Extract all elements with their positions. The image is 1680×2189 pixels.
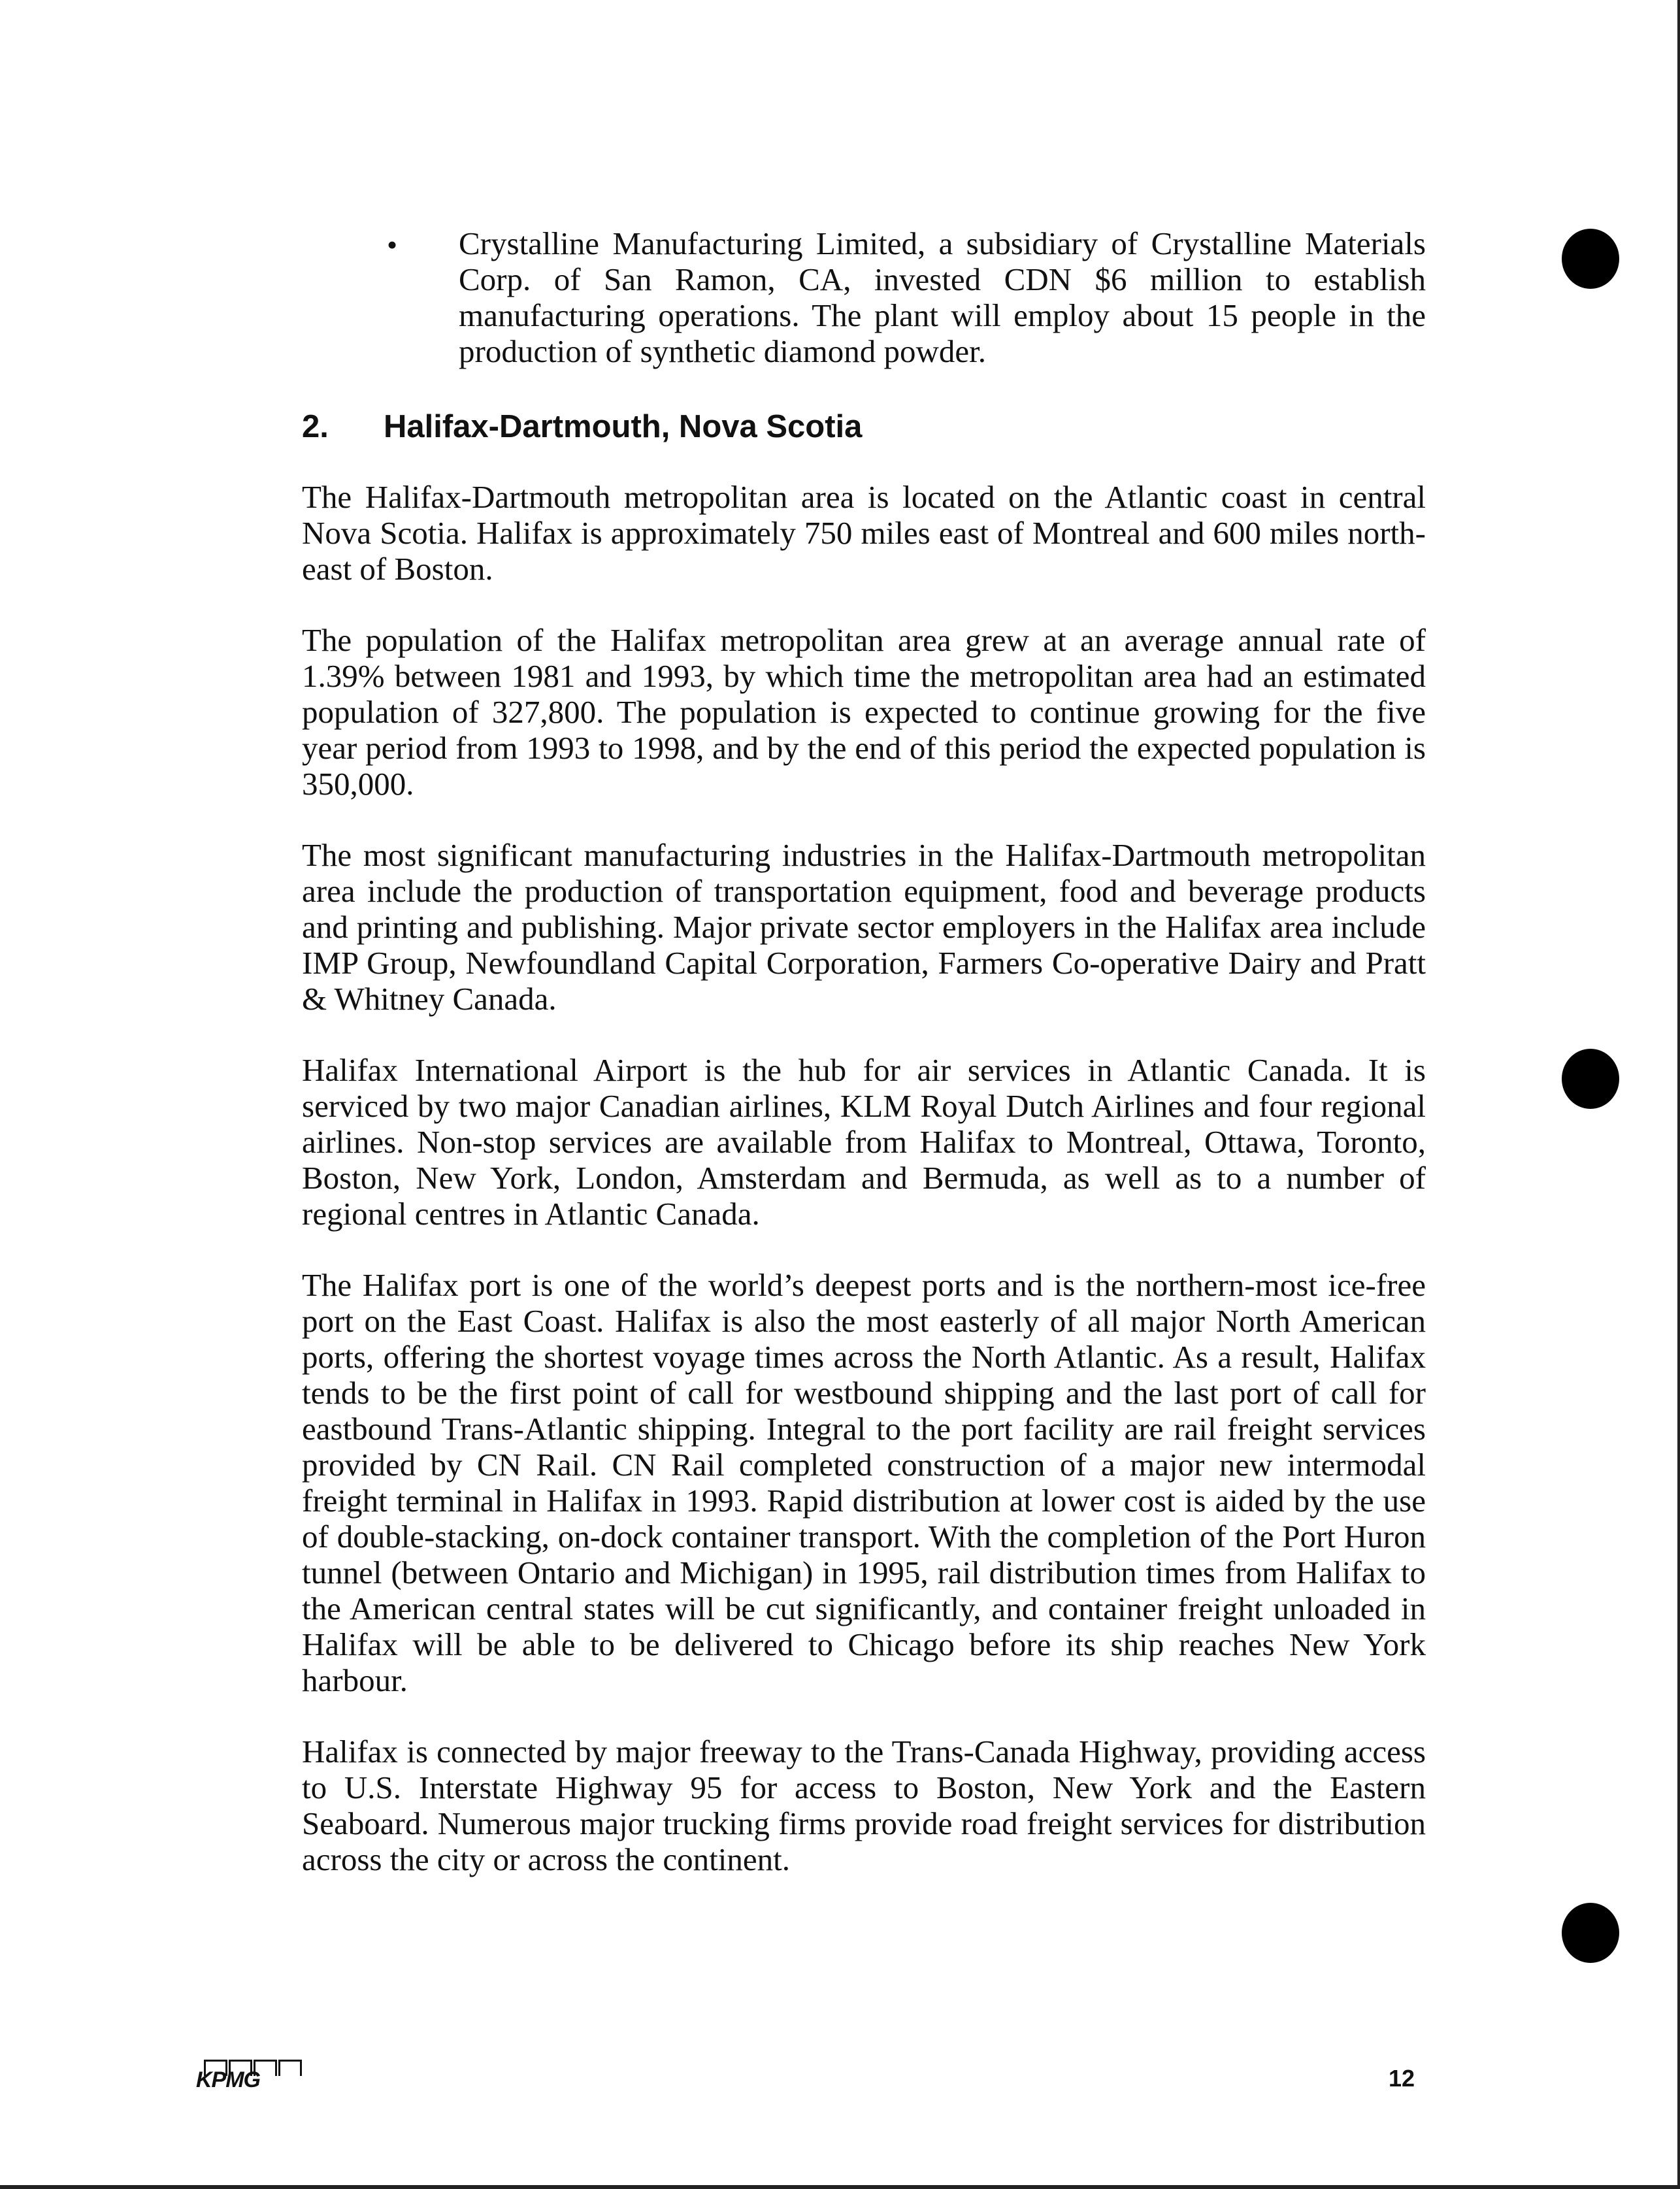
- page-edge: [1677, 0, 1680, 2189]
- paragraph: The Halifax port is one of the world’s deepest ports and is the northern-most ice-free port on the East Coast. Halifax is also the most easterly of all major North American ports, offering the shortest voyage times across the North Atlantic. As a result, Halifax tends to be the first point of call for westbound shipping and the last port of call for eastbound Trans-Atlantic shipping. Integral to the port facility are rail freight services provided by CN Rail. CN Rail completed construction of a major new intermodal freight terminal in Halifax in 1993. Rapid distribution at lower cost is aided by the use of double-stacking, on-dock container transport. With the completion of the Port Huron tunnel (between Ontario and Michigan) in 1995, rail distribution times from Halifax to the American central states will be cut significantly, and container freight unloaded in Halifax will be able to be delivered to Chicago before its ship reaches New York harbour.: [302, 1267, 1426, 1698]
- paragraph: Halifax International Airport is the hub for air services in Atlantic Canada. It is serviced by two major Canadian airlines, KLM Royal Dutch Airlines and four regional airlines. Non-stop services are available from Halifax to Montreal, Ottawa, Toronto, Boston, New York, London, Amsterdam and Bermuda, as well as to a number of regional centres in Atlantic Canada.: [302, 1052, 1426, 1232]
- section-title: Halifax-Dartmouth, Nova Scotia: [384, 409, 863, 444]
- punch-hole: [1562, 229, 1619, 289]
- logo-text: KPMG: [196, 2067, 260, 2092]
- document-body: [302, 225, 1426, 1913]
- bullet-text: Crystalline Manufacturing Limited, a subsidiary of Crystalline Materials Corp. of San Ramon, CA, invested CDN $6 million to establish manufacturing operations. The plant will employ about 15 people in the production of synthetic diamond powder.: [459, 225, 1426, 369]
- paragraph: The population of the Halifax metropolitan area grew at an average annual rate of 1.39% between 1981 and 1993, by which time the metropolitan area had an estimated population of 327,800. The population is expected to continue growing for the five year period from 1993 to 1998, and by the end of this period the expected population is 350,000.: [302, 622, 1426, 802]
- kpmg-logo: [196, 2060, 294, 2092]
- punch-hole: [1562, 1049, 1619, 1109]
- paragraph: The Halifax-Dartmouth metropolitan area is located on the Atlantic coast in central Nova Scotia. Halifax is approximately 750 miles east of Montreal and 600 miles north-east of Boston.: [302, 479, 1426, 587]
- paragraph: The most significant manufacturing industries in the Halifax-Dartmouth metropolitan area include the production of transportation equipment, food and beverage products and printing and publishing. Major private sector employers in the Halifax area include IMP Group, Newfoundland Capital Corporation, Farmers Co-operative Dairy and Pratt & Whitney Canada.: [302, 837, 1426, 1017]
- page-edge: [0, 2185, 1680, 2189]
- paragraph: Halifax is connected by major freeway to the Trans-Canada Highway, providing access to U.S. Interstate Highway 95 for access to Boston, New York and the Eastern Seaboard. Numerous major trucking firms provide road freight services for distribution across the city or across the continent.: [302, 1734, 1426, 1877]
- bullet-icon: •: [387, 228, 398, 261]
- bullet-item: [302, 225, 1426, 369]
- section-number: 2.: [302, 409, 329, 444]
- page-number: 12: [1389, 2065, 1415, 2092]
- section-heading: [302, 407, 1426, 446]
- punch-hole: [1562, 1903, 1619, 1963]
